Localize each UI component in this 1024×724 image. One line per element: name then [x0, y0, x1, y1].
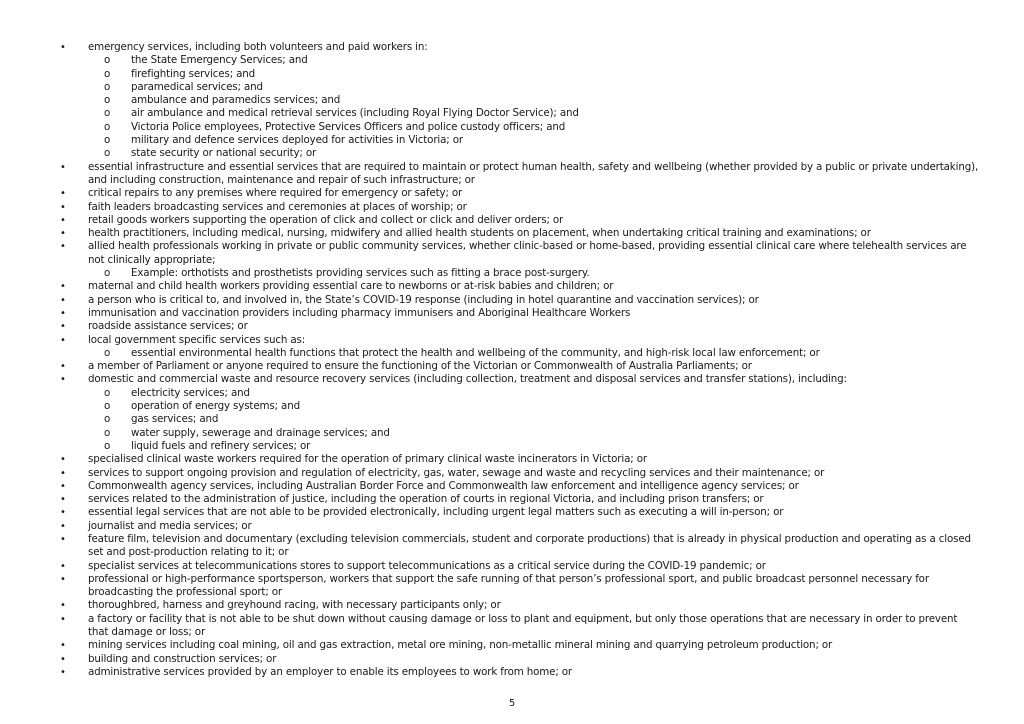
- list-item-text: Commonwealth agency services, including Australian Border Force and Commonwealth law enforcement and intelligence agency services; or: [88, 479, 799, 492]
- bullet-icon: •: [60, 520, 66, 532]
- list-item-text: administrative services provided by an employer to enable its employees to work from home; or: [88, 665, 573, 678]
- list-item: [58, 187, 980, 200]
- bullet-icon: •: [60, 281, 66, 293]
- bullet-icon: •: [60, 241, 66, 253]
- sub-bullet-icon: o: [104, 107, 111, 120]
- list-item-text: immunisation and vaccination providers including pharmacy immunisers and Aboriginal Healthcare Workers: [88, 306, 631, 319]
- list-item: [58, 214, 980, 227]
- list-item-text: thoroughbred, harness and greyhound racing, with necessary participants only; or: [88, 599, 501, 612]
- list-item: [58, 41, 980, 54]
- sub-list-item: [58, 387, 980, 400]
- sub-list-item: [58, 147, 980, 160]
- bullet-icon: •: [60, 640, 66, 652]
- list-item-text: allied health professionals working in private or public community services, whether clinic-based or home-based, providing essential clinical care where telehealth services are not clinically appropriate;: [88, 240, 967, 266]
- list-item: [58, 520, 980, 533]
- list-item-text: feature film, television and documentary (excluding television commercials, student and corporate productions) that is already in physical production and operating as a closed set and post-production relating to it; or: [88, 532, 971, 559]
- list-item-text: journalist and media services; or: [88, 519, 252, 532]
- sub-bullet-icon: o: [104, 439, 111, 452]
- list-item: [58, 334, 980, 347]
- bullet-icon: •: [60, 613, 66, 625]
- sub-list-item-text: ambulance and paramedics services; and: [131, 94, 341, 107]
- sub-list-item-text: Example: orthotists and prosthetists providing services such as fitting a brace post-surgery.: [131, 267, 590, 280]
- bullet-icon: •: [60, 533, 66, 545]
- list-item-text: services to support ongoing provision and regulation of electricity, gas, water, sewage and waste and recycling services and their maintenance; or: [88, 466, 825, 479]
- sub-bullet-icon: o: [104, 67, 111, 80]
- sub-bullet-icon: o: [104, 267, 111, 280]
- list-item-text: specialist services at telecommunications stores to support telecommunications as a critical service during the COVID-19 pandemic; or: [88, 559, 766, 572]
- sub-list-item: [58, 427, 980, 440]
- bullet-icon: •: [60, 494, 66, 506]
- bullet-icon: •: [60, 321, 66, 333]
- list-item: [58, 599, 980, 612]
- sub-list-item-text: air ambulance and medical retrieval services (including Royal Flying Doctor Service); and: [131, 107, 579, 120]
- sub-list-item-text: essential environmental health functions that protect the health and wellbeing of the community, and high-risk local law enforcement; or: [131, 346, 820, 359]
- list-item: [58, 294, 980, 307]
- bullet-icon: •: [60, 307, 66, 319]
- bullet-icon: •: [60, 480, 66, 492]
- list-item-text: retail goods workers supporting the operation of click and collect or click and deliver orders; or: [88, 213, 564, 226]
- sub-list-item: [58, 94, 980, 107]
- sub-list-item: [58, 413, 980, 426]
- list-item: [58, 613, 980, 640]
- sub-list-item-text: paramedical services; and: [131, 80, 263, 93]
- bullet-icon: •: [60, 294, 66, 306]
- sub-bullet-icon: o: [104, 94, 111, 107]
- list-item: [58, 307, 980, 320]
- bullet-icon: •: [60, 161, 66, 173]
- list-item: [58, 639, 980, 652]
- list-item: [58, 453, 980, 466]
- list-item-text: a member of Parliament or anyone required to ensure the functioning of the Victorian or Commonwealth of Australia Parliaments; or: [88, 360, 752, 373]
- list-item: [58, 506, 980, 519]
- list-item-text: faith leaders broadcasting services and ceremonies at places of worship; or: [88, 200, 467, 213]
- sub-bullet-icon: o: [104, 134, 111, 147]
- list-item-text: local government specific services such as:: [88, 333, 306, 346]
- bullet-icon: •: [60, 228, 66, 240]
- bullet-icon: •: [60, 188, 66, 200]
- list-item: [58, 320, 980, 333]
- list-item: [58, 161, 980, 188]
- bullet-icon: •: [60, 507, 66, 519]
- sub-bullet-icon: o: [104, 400, 111, 413]
- list-item-text: building and construction services; or: [88, 652, 277, 665]
- list-item-text: essential legal services that are not able to be provided electronically, including urgent legal matters such as executing a will in-person; or: [88, 506, 784, 519]
- list-item: [58, 653, 980, 666]
- bullet-icon: •: [60, 334, 66, 346]
- sub-bullet-icon: o: [104, 346, 111, 359]
- sub-list-item: [58, 134, 980, 147]
- sub-list-item: [58, 440, 980, 453]
- sub-list-item-text: military and defence services deployed for activities in Victoria; or: [131, 134, 463, 147]
- list-item: [58, 480, 980, 493]
- sub-list-item-text: firefighting services; and: [131, 67, 256, 80]
- bullet-icon: •: [60, 666, 66, 678]
- list-item: [58, 240, 980, 267]
- list-item-text: critical repairs to any premises where required for emergency or safety; or: [88, 187, 463, 200]
- list-item-text: health practitioners, including medical, nursing, midwifery and allied health students on placement, when undertaking critical training and examinations; or: [88, 227, 871, 240]
- list-item-text: maternal and child health workers providing essential care to newborns or at-risk babies and children; or: [88, 280, 614, 293]
- list-item-text: a person who is critical to, and involved in, the State’s COVID-19 response (including in hotel quarantine and vaccination services); or: [88, 293, 759, 306]
- sub-bullet-icon: o: [104, 54, 111, 67]
- list-item: [58, 280, 980, 293]
- sub-list-item: [58, 107, 980, 120]
- list-item-text: essential infrastructure and essential services that are required to maintain or protect human health, safety and wellbeing (whether provided by a public or private undertaking), and including construction, maintenance and repair of such infrastructure; or: [88, 160, 979, 186]
- sub-list-item: [58, 400, 980, 413]
- sub-list-item-text: liquid fuels and refinery services; or: [131, 439, 311, 452]
- bullet-list: [58, 41, 980, 679]
- sub-list-item: [58, 267, 980, 280]
- list-item: [58, 666, 980, 679]
- bullet-icon: •: [60, 201, 66, 213]
- bullet-icon: •: [60, 467, 66, 479]
- bullet-icon: •: [60, 374, 66, 386]
- list-item: [58, 201, 980, 214]
- sub-bullet-icon: o: [104, 413, 111, 426]
- list-item-text: services related to the administration of justice, including the operation of courts in regional Victoria, and including prison transfers; or: [88, 493, 764, 506]
- bullet-icon: •: [60, 653, 66, 665]
- list-item: [58, 373, 980, 386]
- bullet-icon: •: [60, 600, 66, 612]
- list-item: [58, 493, 980, 506]
- bullet-icon: •: [60, 361, 66, 373]
- page-number: 5: [508, 698, 516, 709]
- list-item: [58, 227, 980, 240]
- sub-list-item: [58, 121, 980, 134]
- bullet-icon: •: [60, 42, 66, 53]
- list-item: [58, 360, 980, 373]
- sub-list-item-text: gas services; and: [131, 413, 219, 426]
- sub-list-item-text: electricity services; and: [131, 386, 250, 399]
- list-item: [58, 467, 980, 480]
- list-item-text: professional or high-performance sportsperson, workers that support the safe running of that person’s professional sport, and public broadcast personnel necessary for broadcasting the professional sport; or: [88, 572, 929, 599]
- sub-list-item-text: state security or national security; or: [131, 147, 317, 160]
- sub-list-item: [58, 81, 980, 94]
- bullet-icon: •: [60, 454, 66, 466]
- bullet-icon: •: [60, 214, 66, 226]
- sub-list-item: [58, 68, 980, 81]
- list-item-text: specialised clinical waste workers required for the operation of primary clinical waste incinerators in Victoria; or: [88, 453, 647, 466]
- sub-bullet-icon: o: [104, 80, 111, 93]
- list-item: [58, 573, 980, 600]
- list-item-text: a factory or facility that is not able to be shut down without causing damage or loss to plant and equipment, but only those operations that are necessary in order to prevent that damage or loss; or: [88, 612, 958, 639]
- bullet-icon: •: [60, 573, 66, 585]
- bullet-icon: •: [60, 560, 66, 572]
- list-item-text: roadside assistance services; or: [88, 320, 248, 333]
- sub-list-item: [58, 54, 980, 67]
- list-item: [58, 560, 980, 573]
- list-item-text: emergency services, including both volunteers and paid workers in:: [88, 41, 428, 53]
- sub-bullet-icon: o: [104, 426, 111, 439]
- sub-bullet-icon: o: [104, 120, 111, 133]
- list-item-text: domestic and commercial waste and resource recovery services (including collection, treatment and disposal services and transfer stations), including:: [88, 373, 847, 386]
- sub-list-item-text: water supply, sewerage and drainage services; and: [131, 426, 390, 439]
- sub-bullet-icon: o: [104, 147, 111, 160]
- list-item: [58, 533, 980, 560]
- sub-bullet-icon: o: [104, 386, 111, 399]
- sub-list-item: [58, 347, 980, 360]
- sub-list-item-text: Victoria Police employees, Protective Services Officers and police custody officers; and: [131, 120, 566, 133]
- sub-list-item-text: operation of energy systems; and: [131, 400, 300, 413]
- list-item-text: mining services including coal mining, oil and gas extraction, metal ore mining, non-metallic mineral mining and quarrying petroleum production; or: [88, 639, 833, 652]
- sub-list-item-text: the State Emergency Services; and: [131, 54, 308, 67]
